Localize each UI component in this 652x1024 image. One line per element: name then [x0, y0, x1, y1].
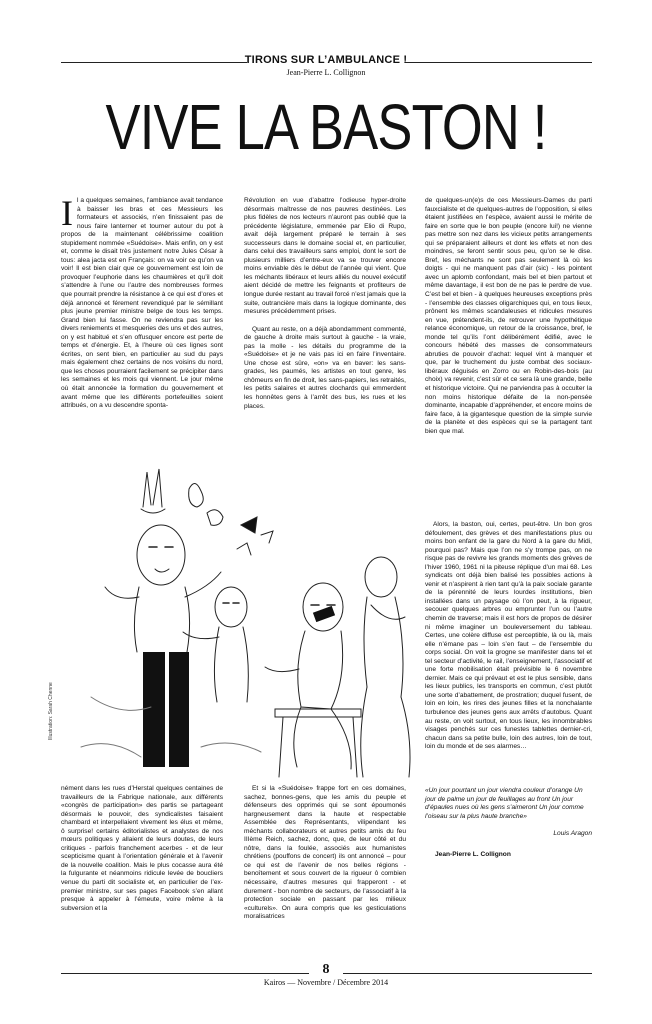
- column-2: [244, 197, 406, 447]
- paragraph: de quelques-un(e)s de ces Messieurs-Dames du parti fauxcialiste et de quelques-autres de l’opposition, si elles étaient justifiées en l’espèce, avaient aussi le mérite de faire en sorte que le bon peuple (encore lui!) ne vienne pas mettre son nez dans les vicieux petits arrangements qui se préparaient ailleurs et dont les effets et non des moindres, se feront sentir sous peu, qu’on se le dise. Bref, les méchants ne sont pas seulement là où les doigts - qui ne manquent pas d’air (sic) - les pointent avec un aplomb confondant, mais bel et bien partout et même davantage, il est bon de ne pas le perdre de vue. C’est bel et bien - à quelques heureuses exceptions près - l’ensemble des classes oligarchiques qui, en tous lieux, prônent les mêmes scandaleuses et ridicules mesures en vue, prétendent-ils, de retrouver une hypothétique relance économique, un retour de la croissance, bref, le monde tel qu’ils l’ont délibérément édifié, avec le concours hébété des masses de consommateurs abruties de pouvoir d’achat: lequel vint à manquer et que, par le truchement du juste combat des sociaux-libéraux déguisés en Zorro ou en Robin-des-bois (au choix) va revenir, c’est sûr et ce sera là une grande, belle et historique victoire. Qui ne parviendra pas à occulter la non moins historique défaite de la non-pensée dominante, incapable d’appréhender, et encore moins de faire face, à la gigantesque question de la simple survie de la planète et des espèces qui se la partagent tant bien que mal.: [425, 197, 592, 435]
- paragraph: Alors, la baston, oui, certes, peut-être. Un bon gros défoulement, des grèves et des manifestations plus ou moins bon enfant de la gare du Nord à la gare du Midi, pourquoi pas? Mais que l’on ne s’y trompe pas, on ne risque pas de revivre les grands moments des grèves de l’hiver 1960, 1961 ni la piteuse réplique d’un mai 68. Les syndicats ont déjà bien balisé les possibles actions à venir et n’aspirent à rien tant qu’à la paix sociale garante de la pérennité de leurs lourdes institutions, bien installées dans un paysage où l’on peut, à la rigueur, secouer quelques arbres ou emprunter l’un ou l’autre chemin de traverse; mais il est hors de propos de désirer ni même imaginer un bouleversement du tableau. Certes, une colère diffuse est perceptible, là ou là, mais elle n’émane pas – loin s’en faut – de l’ensemble du corps social. On voit la grogne se manifester dans tel et tel secteur d’activité, le rail, l’enseignement, l’associatif et une forte mobilisation était prévisible le 6 novembre dernier. Mais ce qui prévaut et est le plus sensible, dans les lieux publics, les transports en commun, c’est plutôt une sorte d’abattement, de prostration; duquel fusent, de loin en loin, les rires des jeunes filles et la nonchalante turbulence des jeunes gens aux arrêts d’autobus. Quant au reste, on voit surtout, en tous lieux, les innombrables visages penchés sur ces funestes tablettes dernier-cri, chacun dans sa petite bulle, loin des autres, loin de tout, loin du monde et de ses alarmes…: [425, 521, 592, 751]
- column-1-continued: [61, 785, 223, 963]
- footer-rule-right: [343, 973, 592, 974]
- illustration: [61, 447, 423, 783]
- footer-rule-left: [61, 973, 309, 974]
- paragraph: nément dans les rues d’Herstal quelques centaines de travailleurs de la Fabrique nationale, aux différents «congrès de participation» des partis se partageant désormais le pouvoir, des syndicalistes faisaient chambard et interpellaient vivement les élus et même, ô surprise! certains éditorialistes et analystes de nos mœurs politiques y allaient de leurs doutes, de leurs critiques - parfois franchement acerbes - et de leur scepticisme quant à l’orientation générale et à l’avenir de la nouvelle coalition. Mais le plus cocasse aura été la fulgurante et néanmoins ridicule levée de boucliers venue du parti dit socialiste et, en particulier de l’ex-premier ministre, sur ses pages Facebook s’en allant presque à appeler à l’émeute, voire même à la subversion et la: [61, 785, 223, 912]
- illustration-credit: Illustration: Sarah Chenne: [48, 682, 54, 740]
- column-2-continued: [244, 785, 406, 963]
- paragraph: Quant au reste, on a déjà abondamment commenté, de gauche à droite mais surtout à gauche - la vraie, pas la molle - les détails du programme de la «Suédoise» et je ne vais pas ici en faire l’inventaire. Une chose est sûre, «on» va en baver: les sans-grades, les paumés, les artistes en tout genre, les chômeurs en fin de droit, les sans-papiers, les retraités, les petits salaires et autres clochards qui emmerdent les honnêtes gens à l’arrêt des bus, les rues et les places.: [244, 325, 406, 410]
- column-3: [425, 197, 592, 513]
- author-signature: Jean-Pierre L. Collignon: [435, 851, 511, 858]
- quote-author: Louis Aragon: [553, 830, 592, 837]
- article-title: VIVE LA BASTON !: [105, 91, 547, 163]
- issue-info: Kairos — Novembre / Décembre 2014: [263, 978, 389, 987]
- paragraph: Et si la «Suédoise» frappe fort en ces domaines, sachez, bonnes-gens, que les amis du peuple et défenseurs des opprimés qui se sont époumonés hargneusement dans la haute et respectable Assemblée des Représentants, vilipendant les méchants collaborateurs et autres petits amis du feu IIIème Reich, sachez, donc, que, de leur côté et du nôtre, dans la foulée, associés aux humanistes chrétiens (pouffons de concert) ils ont annoncé – pour ce qui est de l’avenir de nos belles régions - benoîtement et sous couvert de la rigueur ô combien nécessaire, d’autres mesures qui frapperont - et durement - bon nombre de secteurs, de l’associatif à la protection sociale en passant par les milieux «culturels». On aura compris que les gesticulations moralisatrices: [244, 785, 406, 921]
- column-3-continued: [425, 521, 592, 783]
- poem-quote: «Un jour pourtant un jour viendra couleur d’orange Un jour de palme un jour de feuillages au front Un jour d’épaules nues où les gens s’aimeront Un jour comme l’oiseau sur la plus haute branche»: [425, 787, 584, 820]
- section-rubric: TIRONS SUR L’AMBULANCE !: [244, 54, 408, 66]
- paragraph: Révolution en vue d’abattre l’odieuse hyper-droite désormais maîtresse de nos pauvres destinées. Les plus fidèles de nos lecteurs n’auront pas oublié que la précédente législature, emmenée par Elio di Rupo, avait déjà largement préparé le terrain à ses successeurs dans le domaine social et, en particulier, dans celui des travailleurs sans emploi, dont le sort de plusieurs milliers d’entre-eux va se trouver encore moins enviable dès le début de l’année qui vient. Que les méchants libéraux et leurs alliés du nouvel exécutif aient décidé de mettre les feignants et profiteurs de longue durée restant au travail forcé n’est jamais que la suite, outrancière mais dans la logique dominante, des mesures précédemment prises.: [244, 197, 406, 316]
- paragraph: Il a quelques semaines, l’ambiance avait tendance à baisser les bras et ces Messieurs les formateurs et associés, n’en finissaient pas de nous faire lanterner et tourner autour du pot à propos de la maintenant célébrissime coalition stupidement nommée «Suédoise». Mais enfin, on y est et, comme le disait très justement notre Jules César à tous: alea jacta est en Français: on va voir ce qu’on va voir! Il est bien clair que ce gouvernement est loin de provoquer l’euphorie dans les chaumières et qu’il doit s’attendre à l’une ou l’autre des nombreuses formes que pourrait prendre la résistance à ce qui est d’ores et déjà annoncé et férement revendiqué par le sémillant plus jeune premier ministre belge de tous les temps. Grand bien lui fasse. On ne reviendra pas sur les divers reniements et mesqueries des uns et des autres, on y est habitué et s’en offusquer encore est perte de temps et d’énergie. Et, à l’heure où ces lignes sont écrites, on sent bien, en particulier au sud du pays mais également chez certains de nos voisins du nord, que les choses pourraient facilement se précipiter dans les semaines et les mois qui viennent. Le jour même où était annoncée la formation du gouvernement et avant même que les différents portefeuilles soient attribués, on a vu descendre sponta-: [61, 197, 223, 410]
- page-number: 8: [322, 962, 330, 977]
- header-byline: Jean-Pierre L. Collignon: [286, 68, 366, 77]
- drop-cap: I: [61, 197, 73, 233]
